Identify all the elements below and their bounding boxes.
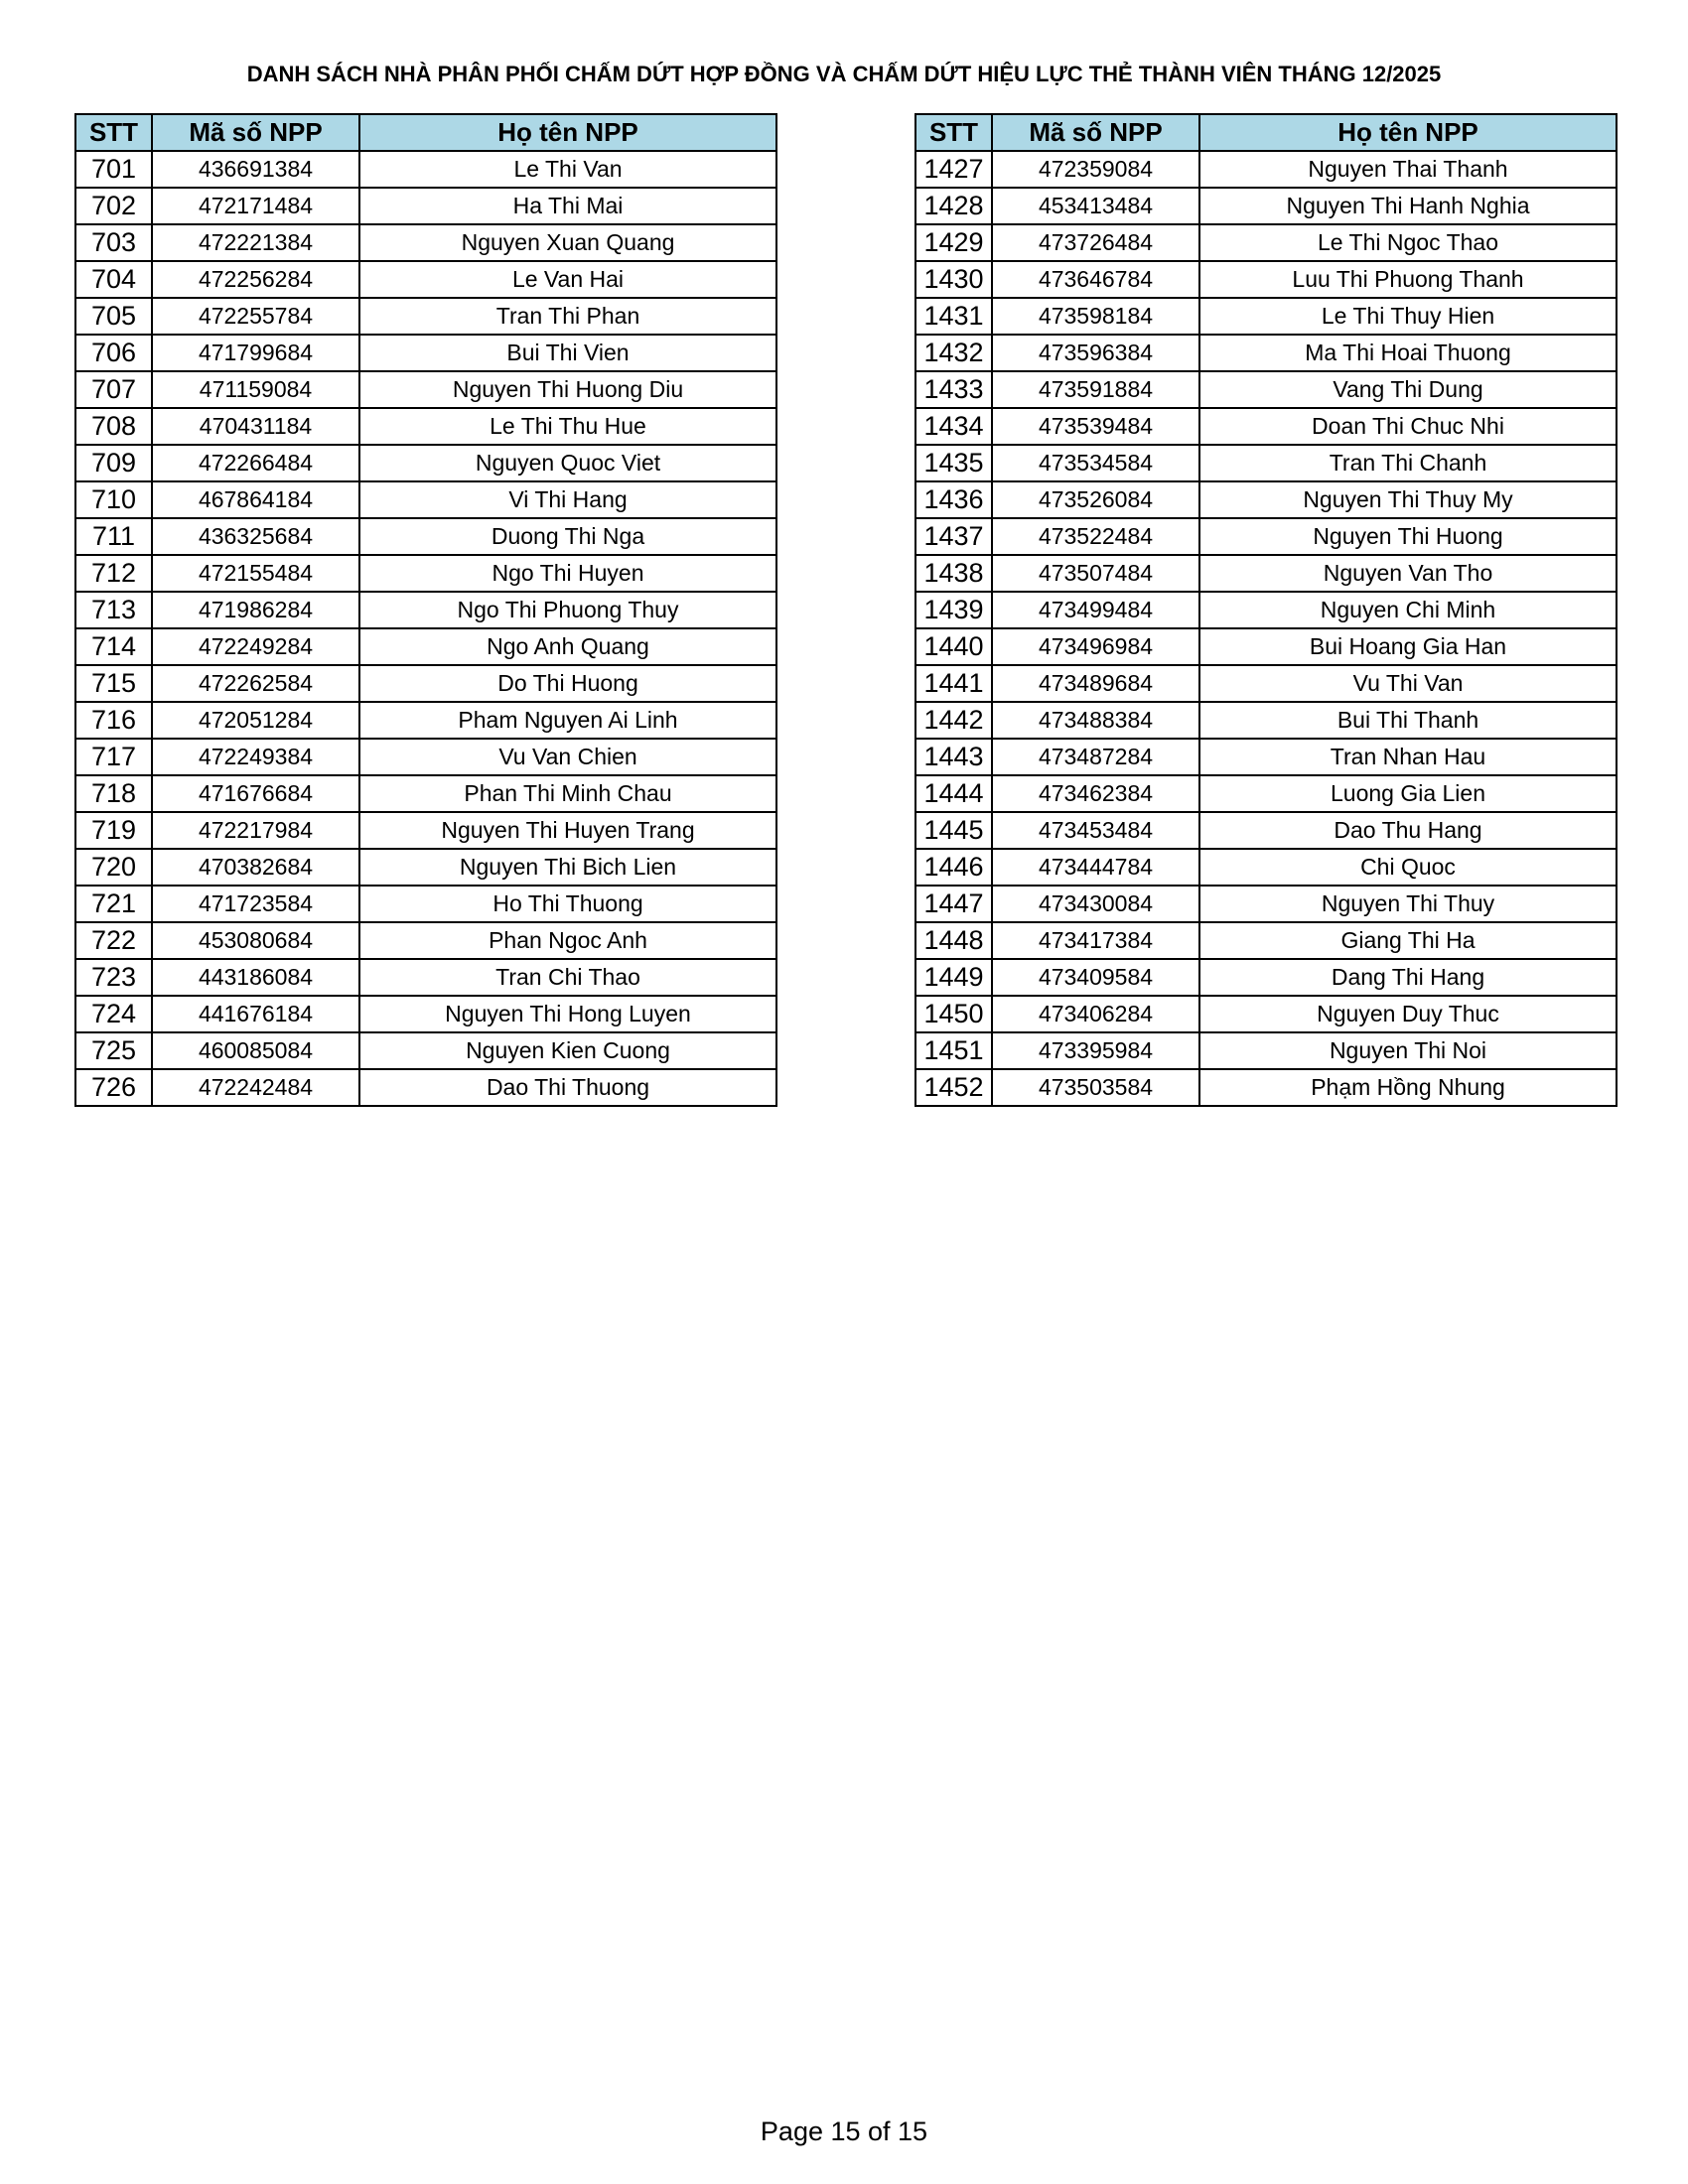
cell-stt: 701 bbox=[75, 151, 152, 188]
cell-npp-name: Ha Thi Mai bbox=[359, 188, 776, 224]
cell-npp-name: Le Thi Thu Hue bbox=[359, 408, 776, 445]
cell-npp-name: Nguyen Xuan Quang bbox=[359, 224, 776, 261]
table-row bbox=[75, 996, 776, 1032]
cell-npp-code: 471676684 bbox=[152, 775, 359, 812]
cell-npp-name: Vang Thi Dung bbox=[1199, 371, 1617, 408]
cell-npp-code: 473406284 bbox=[992, 996, 1199, 1032]
cell-stt: 722 bbox=[75, 922, 152, 959]
cell-npp-name: Nguyen Kien Cuong bbox=[359, 1032, 776, 1069]
cell-npp-name: Duong Thi Nga bbox=[359, 518, 776, 555]
cell-npp-code: 472221384 bbox=[152, 224, 359, 261]
cell-stt: 1441 bbox=[915, 665, 992, 702]
cell-npp-code: 472217984 bbox=[152, 812, 359, 849]
cell-stt: 726 bbox=[75, 1069, 152, 1106]
cell-npp-code: 472359084 bbox=[992, 151, 1199, 188]
cell-npp-name: Ngo Thi Huyen bbox=[359, 555, 776, 592]
cell-stt: 725 bbox=[75, 1032, 152, 1069]
cell-npp-code: 472171484 bbox=[152, 188, 359, 224]
header-npp-name: Họ tên NPP bbox=[359, 114, 776, 151]
document-title: DANH SÁCH NHÀ PHÂN PHỐI CHẤM DỨT HỢP ĐỒNG VÀ CHẤM DỨT HIỆU LỰC THẺ THÀNH VIÊN THÁNG 12/2025 bbox=[246, 62, 1442, 86]
header-npp-code: Mã số NPP bbox=[992, 114, 1199, 151]
cell-npp-code: 473539484 bbox=[992, 408, 1199, 445]
table-row bbox=[75, 408, 776, 445]
table-row bbox=[915, 886, 1617, 922]
cell-npp-code: 470382684 bbox=[152, 849, 359, 886]
cell-stt: 1451 bbox=[915, 1032, 992, 1069]
cell-npp-code: 473726484 bbox=[992, 224, 1199, 261]
cell-npp-name: Nguyen Thi Huyen Trang bbox=[359, 812, 776, 849]
cell-stt: 702 bbox=[75, 188, 152, 224]
header-stt: STT bbox=[915, 114, 992, 151]
cell-npp-code: 472249384 bbox=[152, 739, 359, 775]
cell-npp-code: 471986284 bbox=[152, 592, 359, 628]
cell-stt: 1447 bbox=[915, 886, 992, 922]
table-row bbox=[75, 775, 776, 812]
cell-npp-code: 473499484 bbox=[992, 592, 1199, 628]
cell-stt: 1434 bbox=[915, 408, 992, 445]
table-row bbox=[75, 188, 776, 224]
cell-npp-code: 473496984 bbox=[992, 628, 1199, 665]
cell-npp-name: Nguyen Van Tho bbox=[1199, 555, 1617, 592]
table-row bbox=[915, 775, 1617, 812]
cell-npp-code: 472255784 bbox=[152, 298, 359, 335]
table-row bbox=[915, 592, 1617, 628]
table-row bbox=[915, 481, 1617, 518]
table-row bbox=[915, 151, 1617, 188]
cell-npp-name: Tran Thi Phan bbox=[359, 298, 776, 335]
cell-stt: 1427 bbox=[915, 151, 992, 188]
cell-stt: 713 bbox=[75, 592, 152, 628]
cell-npp-name: Dang Thi Hang bbox=[1199, 959, 1617, 996]
table-row bbox=[915, 224, 1617, 261]
cell-stt: 719 bbox=[75, 812, 152, 849]
cell-stt: 707 bbox=[75, 371, 152, 408]
cell-npp-name: Ma Thi Hoai Thuong bbox=[1199, 335, 1617, 371]
cell-npp-code: 471799684 bbox=[152, 335, 359, 371]
cell-stt: 716 bbox=[75, 702, 152, 739]
cell-npp-name: Dao Thu Hang bbox=[1199, 812, 1617, 849]
cell-npp-name: Nguyen Quoc Viet bbox=[359, 445, 776, 481]
table-row bbox=[75, 445, 776, 481]
cell-npp-code: 453080684 bbox=[152, 922, 359, 959]
table-row bbox=[915, 1069, 1617, 1106]
table-row bbox=[915, 628, 1617, 665]
table-row bbox=[915, 996, 1617, 1032]
cell-stt: 711 bbox=[75, 518, 152, 555]
distributor-table-left bbox=[74, 113, 777, 1107]
table-row bbox=[75, 592, 776, 628]
table-row bbox=[915, 922, 1617, 959]
table-row bbox=[915, 849, 1617, 886]
table-row bbox=[915, 739, 1617, 775]
cell-npp-code: 473453484 bbox=[992, 812, 1199, 849]
cell-npp-name: Bui Thi Vien bbox=[359, 335, 776, 371]
header-npp-code: Mã số NPP bbox=[152, 114, 359, 151]
cell-stt: 1443 bbox=[915, 739, 992, 775]
cell-npp-name: Le Thi Ngoc Thao bbox=[1199, 224, 1617, 261]
table-row bbox=[915, 371, 1617, 408]
table-row bbox=[75, 224, 776, 261]
cell-npp-name: Luong Gia Lien bbox=[1199, 775, 1617, 812]
cell-npp-name: Ngo Thi Phuong Thuy bbox=[359, 592, 776, 628]
header-stt: STT bbox=[75, 114, 152, 151]
table-row bbox=[75, 849, 776, 886]
cell-npp-code: 443186084 bbox=[152, 959, 359, 996]
cell-npp-code: 473596384 bbox=[992, 335, 1199, 371]
cell-npp-code: 472155484 bbox=[152, 555, 359, 592]
cell-npp-code: 473534584 bbox=[992, 445, 1199, 481]
table-row bbox=[915, 518, 1617, 555]
table-row bbox=[915, 261, 1617, 298]
table-row bbox=[75, 261, 776, 298]
cell-stt: 703 bbox=[75, 224, 152, 261]
table-row bbox=[75, 298, 776, 335]
cell-npp-code: 473430084 bbox=[992, 886, 1199, 922]
cell-npp-code: 473487284 bbox=[992, 739, 1199, 775]
cell-npp-code: 436691384 bbox=[152, 151, 359, 188]
cell-npp-name: Ngo Anh Quang bbox=[359, 628, 776, 665]
cell-npp-name: Nguyen Duy Thuc bbox=[1199, 996, 1617, 1032]
cell-npp-code: 470431184 bbox=[152, 408, 359, 445]
table-row bbox=[75, 555, 776, 592]
cell-npp-name: Ho Thi Thuong bbox=[359, 886, 776, 922]
cell-npp-name: Vu Van Chien bbox=[359, 739, 776, 775]
cell-stt: 714 bbox=[75, 628, 152, 665]
cell-stt: 1429 bbox=[915, 224, 992, 261]
table-row bbox=[915, 665, 1617, 702]
cell-npp-name: Nguyen Thi Noi bbox=[1199, 1032, 1617, 1069]
cell-npp-name: Nguyen Thi Huong bbox=[1199, 518, 1617, 555]
table-row bbox=[75, 1069, 776, 1106]
table-row bbox=[915, 1032, 1617, 1069]
cell-npp-name: Nguyen Thi Bich Lien bbox=[359, 849, 776, 886]
cell-stt: 724 bbox=[75, 996, 152, 1032]
cell-stt: 1437 bbox=[915, 518, 992, 555]
cell-stt: 1446 bbox=[915, 849, 992, 886]
cell-stt: 1428 bbox=[915, 188, 992, 224]
header-npp-name: Họ tên NPP bbox=[1199, 114, 1617, 151]
cell-npp-code: 441676184 bbox=[152, 996, 359, 1032]
cell-npp-code: 473646784 bbox=[992, 261, 1199, 298]
cell-stt: 1431 bbox=[915, 298, 992, 335]
cell-stt: 1433 bbox=[915, 371, 992, 408]
cell-npp-code: 473417384 bbox=[992, 922, 1199, 959]
cell-stt: 715 bbox=[75, 665, 152, 702]
cell-stt: 1452 bbox=[915, 1069, 992, 1106]
cell-stt: 1449 bbox=[915, 959, 992, 996]
cell-npp-name: Phan Ngoc Anh bbox=[359, 922, 776, 959]
table-row bbox=[915, 555, 1617, 592]
cell-npp-code: 473591884 bbox=[992, 371, 1199, 408]
cell-npp-code: 473507484 bbox=[992, 555, 1199, 592]
cell-stt: 1438 bbox=[915, 555, 992, 592]
cell-npp-code: 473444784 bbox=[992, 849, 1199, 886]
cell-stt: 1430 bbox=[915, 261, 992, 298]
cell-stt: 1450 bbox=[915, 996, 992, 1032]
cell-npp-name: Phan Thi Minh Chau bbox=[359, 775, 776, 812]
table-header-row bbox=[75, 114, 776, 151]
cell-npp-code: 473522484 bbox=[992, 518, 1199, 555]
cell-npp-code: 472249284 bbox=[152, 628, 359, 665]
cell-npp-name: Dao Thi Thuong bbox=[359, 1069, 776, 1106]
table-row bbox=[915, 445, 1617, 481]
table-row bbox=[915, 335, 1617, 371]
cell-npp-name: Nguyen Thi Huong Diu bbox=[359, 371, 776, 408]
cell-stt: 723 bbox=[75, 959, 152, 996]
cell-npp-name: Pham Nguyen Ai Linh bbox=[359, 702, 776, 739]
cell-stt: 704 bbox=[75, 261, 152, 298]
table-row bbox=[915, 188, 1617, 224]
cell-stt: 1440 bbox=[915, 628, 992, 665]
cell-npp-name: Le Van Hai bbox=[359, 261, 776, 298]
cell-npp-code: 472266484 bbox=[152, 445, 359, 481]
page-number: Page 15 of 15 bbox=[760, 2116, 928, 2146]
table-row bbox=[75, 922, 776, 959]
table-row bbox=[75, 151, 776, 188]
cell-npp-name: Le Thi Thuy Hien bbox=[1199, 298, 1617, 335]
cell-stt: 1436 bbox=[915, 481, 992, 518]
cell-npp-name: Tran Chi Thao bbox=[359, 959, 776, 996]
cell-stt: 1444 bbox=[915, 775, 992, 812]
distributor-table-right bbox=[914, 113, 1618, 1107]
table-row bbox=[915, 408, 1617, 445]
cell-npp-name: Vu Thi Van bbox=[1199, 665, 1617, 702]
cell-npp-name: Nguyen Thai Thanh bbox=[1199, 151, 1617, 188]
cell-stt: 1445 bbox=[915, 812, 992, 849]
table-row bbox=[915, 298, 1617, 335]
table-row bbox=[75, 628, 776, 665]
cell-stt: 1439 bbox=[915, 592, 992, 628]
table-row bbox=[75, 1032, 776, 1069]
cell-npp-name: Bui Thi Thanh bbox=[1199, 702, 1617, 739]
table-row bbox=[915, 702, 1617, 739]
table-row bbox=[75, 335, 776, 371]
cell-npp-code: 471159084 bbox=[152, 371, 359, 408]
cell-npp-name: Nguyen Chi Minh bbox=[1199, 592, 1617, 628]
cell-stt: 1448 bbox=[915, 922, 992, 959]
cell-npp-name: Tran Nhan Hau bbox=[1199, 739, 1617, 775]
cell-stt: 717 bbox=[75, 739, 152, 775]
cell-npp-name: Nguyen Thi Thuy My bbox=[1199, 481, 1617, 518]
cell-npp-name: Doan Thi Chuc Nhi bbox=[1199, 408, 1617, 445]
cell-stt: 706 bbox=[75, 335, 152, 371]
cell-stt: 705 bbox=[75, 298, 152, 335]
cell-npp-name: Nguyen Thi Hanh Nghia bbox=[1199, 188, 1617, 224]
cell-npp-code: 473395984 bbox=[992, 1032, 1199, 1069]
cell-stt: 720 bbox=[75, 849, 152, 886]
cell-npp-code: 460085084 bbox=[152, 1032, 359, 1069]
cell-npp-code: 473598184 bbox=[992, 298, 1199, 335]
cell-stt: 709 bbox=[75, 445, 152, 481]
cell-npp-code: 473526084 bbox=[992, 481, 1199, 518]
table-row bbox=[915, 959, 1617, 996]
cell-npp-name: Phạm Hồng Nhung bbox=[1199, 1069, 1617, 1106]
cell-npp-name: Chi Quoc bbox=[1199, 849, 1617, 886]
table-row bbox=[75, 665, 776, 702]
cell-npp-name: Giang Thi Ha bbox=[1199, 922, 1617, 959]
cell-stt: 712 bbox=[75, 555, 152, 592]
table-row bbox=[75, 812, 776, 849]
table-row bbox=[75, 371, 776, 408]
cell-stt: 721 bbox=[75, 886, 152, 922]
table-row bbox=[75, 739, 776, 775]
table-header-row bbox=[915, 114, 1617, 151]
cell-npp-code: 472051284 bbox=[152, 702, 359, 739]
cell-npp-code: 472256284 bbox=[152, 261, 359, 298]
cell-npp-code: 467864184 bbox=[152, 481, 359, 518]
table-row bbox=[75, 702, 776, 739]
cell-npp-code: 473462384 bbox=[992, 775, 1199, 812]
cell-npp-name: Bui Hoang Gia Han bbox=[1199, 628, 1617, 665]
cell-npp-code: 473489684 bbox=[992, 665, 1199, 702]
table-row bbox=[75, 518, 776, 555]
cell-stt: 1442 bbox=[915, 702, 992, 739]
cell-npp-code: 473503584 bbox=[992, 1069, 1199, 1106]
cell-npp-name: Le Thi Van bbox=[359, 151, 776, 188]
cell-npp-code: 472262584 bbox=[152, 665, 359, 702]
cell-npp-code: 473488384 bbox=[992, 702, 1199, 739]
cell-npp-code: 453413484 bbox=[992, 188, 1199, 224]
cell-stt: 710 bbox=[75, 481, 152, 518]
cell-npp-code: 473409584 bbox=[992, 959, 1199, 996]
cell-stt: 708 bbox=[75, 408, 152, 445]
table-row bbox=[75, 481, 776, 518]
cell-npp-name: Vi Thi Hang bbox=[359, 481, 776, 518]
table-row bbox=[915, 812, 1617, 849]
cell-npp-code: 472242484 bbox=[152, 1069, 359, 1106]
cell-npp-name: Nguyen Thi Hong Luyen bbox=[359, 996, 776, 1032]
table-row bbox=[75, 886, 776, 922]
cell-npp-name: Do Thi Huong bbox=[359, 665, 776, 702]
cell-npp-code: 436325684 bbox=[152, 518, 359, 555]
cell-stt: 1435 bbox=[915, 445, 992, 481]
table-row bbox=[75, 959, 776, 996]
cell-npp-name: Luu Thi Phuong Thanh bbox=[1199, 261, 1617, 298]
cell-npp-name: Nguyen Thi Thuy bbox=[1199, 886, 1617, 922]
cell-npp-name: Tran Thi Chanh bbox=[1199, 445, 1617, 481]
cell-stt: 1432 bbox=[915, 335, 992, 371]
cell-stt: 718 bbox=[75, 775, 152, 812]
cell-npp-code: 471723584 bbox=[152, 886, 359, 922]
